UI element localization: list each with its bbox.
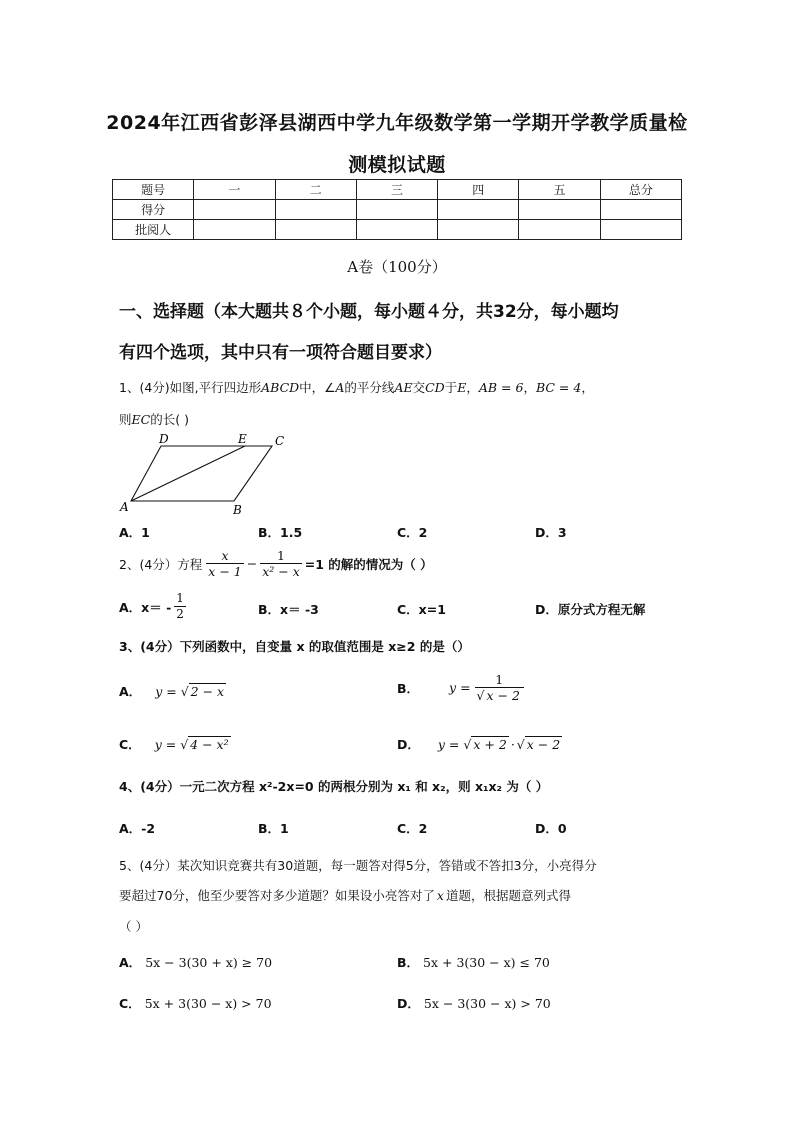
question-5-stem-line-1: 5、(4分）某次知识竞赛共有30道题，每一题答对得5分，答错或不答扣3分，小亮得分 (119, 858, 597, 873)
q1-option-a[interactable]: A．1 (119, 525, 150, 540)
q1-math: AB = 6 (478, 380, 524, 395)
q2-text: 2、(4分）方程 (119, 556, 203, 572)
q2-option-b[interactable]: B．x＝ -3 (258, 602, 319, 617)
score-table-header-cell: 四 (438, 180, 519, 200)
score-cell (438, 200, 519, 220)
score-table-header-row (113, 180, 682, 200)
q4-option-c[interactable]: C．2 (397, 821, 428, 836)
q3-option-b[interactable] (397, 672, 524, 703)
q3-option-a[interactable] (119, 682, 226, 700)
q1-text: 交 (412, 380, 426, 395)
q1-text: 于 (444, 380, 458, 395)
q1-math: BC = 4 (535, 380, 582, 395)
q1-text: ， (466, 380, 479, 395)
score-table-header-cell: 总分 (600, 180, 681, 200)
vertex-label-d: D (159, 432, 169, 446)
q3-option-b-label: B． (397, 680, 420, 696)
q1-text: ， (523, 380, 536, 395)
q3-option-b-lhs: y = (449, 680, 471, 695)
q2-text: =1 的解的情况为（ ） (304, 556, 433, 572)
q5-option-c[interactable] (119, 994, 272, 1012)
section-heading-line-1: 一、选择题（本大题共８个小题，每小题４分，共32分，每小题均 (119, 302, 619, 322)
q5-option-a-expression: 5x − 3(30 + x) ≥ 70 (145, 955, 273, 970)
q1-math: ABCD (261, 380, 300, 395)
score-table-header-cell: 题号 (113, 180, 194, 200)
q3-option-d-label: D． (397, 737, 420, 752)
q2-option-d[interactable]: D．原分式方程无解 (535, 602, 646, 617)
vertex-label-a: A (120, 500, 129, 514)
score-table-header-cell: 三 (356, 180, 437, 200)
question-3-stem: 3、(4分）下列函数中，自变量 x 的取值范围是 x≥2 的是（） (119, 639, 470, 654)
question-5-stem-line-2 (119, 886, 571, 904)
sqrt-sign-icon: √ (180, 736, 189, 752)
q2-fraction-2 (260, 548, 302, 579)
q1-text: 则 (119, 412, 132, 427)
q2-option-a-fraction (174, 591, 186, 622)
q2-fraction-2-numerator: 1 (260, 548, 302, 564)
sqrt-sign-icon: √ (180, 683, 189, 699)
q1-text: 的长( ) (150, 412, 189, 427)
q5-text: 道题，根据题意列式得 (445, 888, 571, 903)
q1-text: 1、(4分)如图,平行四边形 (119, 380, 262, 395)
q2-fraction-1-numerator: x (206, 548, 243, 564)
question-2-stem (119, 548, 433, 579)
q1-math: AE (394, 380, 413, 395)
q5-option-d-label: D． (397, 996, 420, 1011)
vertex-label-b: B (233, 503, 242, 517)
score-table-header-cell: 二 (275, 180, 356, 200)
score-table-row (113, 220, 682, 240)
q3-option-d[interactable] (397, 735, 562, 753)
score-table-header-cell: 一 (194, 180, 275, 200)
q5-option-d[interactable] (397, 994, 551, 1012)
sqrt-sign-icon: √ (516, 736, 525, 752)
q3-option-a-lhs: y = (155, 683, 177, 699)
q3-option-d-radicand-2: x − 2 (526, 737, 561, 752)
q4-option-d[interactable]: D．0 (535, 821, 567, 836)
q3-option-b-numerator: 1 (475, 672, 524, 688)
q2-fraction-1 (206, 548, 243, 579)
q2-option-c[interactable]: C．x=1 (397, 602, 446, 617)
q5-option-c-label: C． (119, 996, 141, 1011)
section-heading-line-2: 有四个选项，其中只有一项符合题目要求） (119, 343, 442, 363)
score-cell (600, 220, 681, 240)
part-title: A卷（100分） (347, 258, 447, 276)
question-5-stem-line-3: （ ） (119, 919, 148, 934)
score-cell (519, 200, 600, 220)
q3-option-c[interactable] (119, 735, 231, 753)
q5-option-a-label: A． (119, 955, 142, 970)
q2-option-a[interactable] (119, 591, 186, 622)
score-cell (600, 200, 681, 220)
score-table-row (113, 200, 682, 220)
question-1-stem-line-1 (119, 378, 594, 396)
q3-option-a-label: A． (119, 684, 142, 699)
q3-option-c-radicand: 4 − x² (190, 737, 229, 752)
q5-option-d-expression: 5x − 3(30 − x) > 70 (423, 996, 551, 1011)
q3-option-d-lhs: y = (437, 736, 460, 752)
q2-option-a-numerator: 1 (176, 591, 184, 605)
q3-option-c-lhs: y = (154, 736, 177, 752)
q3-option-d-radicand-1: x + 2 (473, 737, 507, 752)
score-table-row-label: 得分 (113, 200, 194, 220)
sqrt-sign-icon: √ (463, 736, 472, 752)
q4-option-b[interactable]: B．1 (258, 821, 289, 836)
vertex-label-e: E (238, 432, 247, 446)
sqrt-sign-icon: √ (476, 688, 485, 703)
q1-text: ， (581, 380, 594, 395)
q2-option-a-denominator: 2 (176, 607, 184, 621)
q3-option-b-fraction (475, 672, 524, 703)
q5-option-c-expression: 5x + 3(30 − x) > 70 (144, 996, 272, 1011)
score-table (112, 179, 682, 240)
q1-text: 中，∠ (299, 380, 336, 395)
q5-option-b[interactable] (397, 953, 550, 971)
score-table-header-cell: 五 (519, 180, 600, 200)
vertex-label-c: C (275, 434, 285, 448)
score-table-row-label: 批阅人 (113, 220, 194, 240)
score-cell (275, 220, 356, 240)
q5-text: 要超过70分，他至少要答对多少道题？如果设小亮答对了 (119, 888, 435, 903)
q3-option-a-radicand: 2 − x (190, 684, 225, 699)
q5-option-b-expression: 5x + 3(30 − x) ≤ 70 (423, 955, 550, 970)
q1-option-d[interactable]: D．3 (535, 525, 567, 540)
q2-fraction-1-denominator: x − 1 (208, 564, 242, 579)
q5-option-b-label: B． (397, 955, 420, 970)
q5-option-a[interactable] (119, 953, 272, 971)
q3-option-b-denominator (475, 688, 524, 703)
parallelogram-shape (131, 446, 272, 501)
q1-math: EC (131, 412, 151, 427)
q2-option-a-text: A．x＝ - (119, 599, 172, 615)
q1-option-b[interactable]: B．1.5 (258, 525, 303, 540)
q1-option-c[interactable]: C．2 (397, 525, 428, 540)
q3-option-c-label: C． (119, 737, 141, 752)
score-cell (438, 220, 519, 240)
score-cell (275, 200, 356, 220)
q1-text: 的平分线 (344, 380, 395, 395)
q1-math: CD (425, 380, 445, 395)
q5-math-x: x (436, 888, 444, 903)
score-cell (356, 220, 437, 240)
question-1-stem-line-2 (119, 410, 189, 428)
score-cell (519, 220, 600, 240)
q2-minus: − (246, 556, 258, 571)
q1-math: E (457, 380, 467, 395)
question-4-stem: 4、(4分）一元二次方程 x²-2x=0 的两根分别为 x₁ 和 x₂，则 x₁x₂ 为（ ） (119, 779, 549, 794)
q4-option-a[interactable]: A．-2 (119, 821, 156, 836)
score-cell (194, 200, 275, 220)
parallelogram-figure (114, 428, 294, 518)
q3-option-d-dot: · (510, 736, 515, 752)
q1-math: A (335, 380, 345, 395)
document-title-line-1: 2024年江西省彭泽县湖西中学九年级数学第一学期开学教学质量检 (106, 112, 688, 134)
q3-option-b-radicand: x − 2 (486, 688, 520, 703)
bisector-line-ae (131, 446, 245, 501)
score-cell (194, 220, 275, 240)
score-cell (356, 200, 437, 220)
document-title-line-2: 测模拟试题 (348, 154, 446, 176)
q2-fraction-2-denominator: x² − x (262, 564, 300, 579)
